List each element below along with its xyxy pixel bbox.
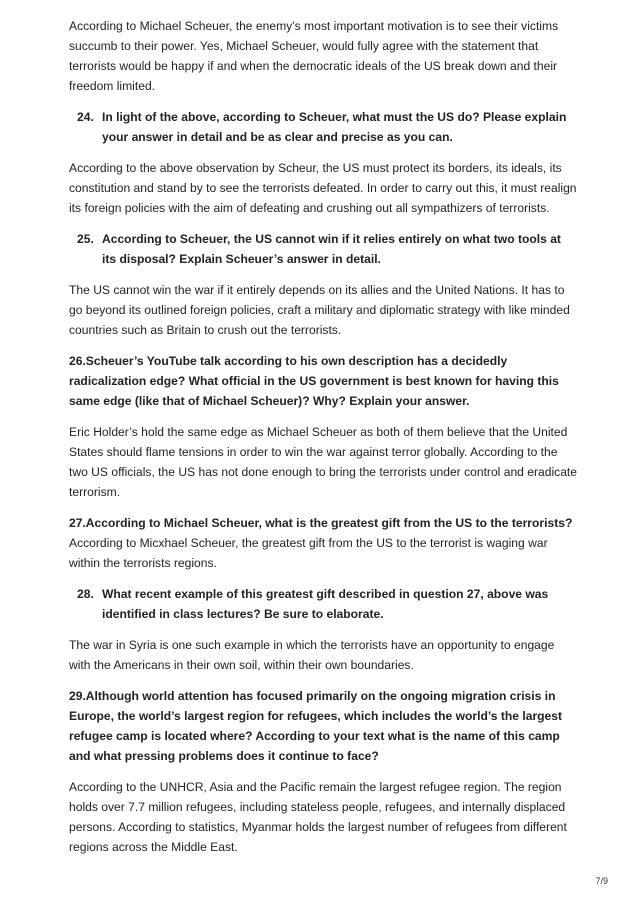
question-25 (69, 229, 577, 269)
question-text: What recent example of this greatest gift described in question 27, above was identified in class lectures? Be sure to elaborate. (102, 587, 549, 621)
question-28 (69, 584, 577, 624)
answer-paragraph: According to the above observation by Scheur, the US must protect its borders, its ideals, its constitution and stand by to see the terrorists defeated. In order to carry out this, it must realign its foreign policies with the aim of defeating and crushing out all sympathizers of terrorists. (69, 161, 577, 215)
document-page (69, 16, 577, 868)
question-number: 24. (77, 110, 94, 124)
answer-paragraph: According to Michael Scheuer, the enemy’s most important motivation is to see their victims succumb to their power. Yes, Michael Scheuer, would fully agree with the statement that terrorists would be happy if and when the democratic ideals of the US break down and their freedom limited. (69, 19, 559, 93)
answer-paragraph: Eric Holder’s hold the same edge as Michael Scheuer as both of them believe that the United States should flame tensions in order to win the war against terror globally. According to the two US officials, the US has not done enough to bring the terrorists under control and eradicate terrorism. (69, 425, 578, 499)
question-text: According to Scheuer, the US cannot win if it relies entirely on what two tools at its disposal? Explain Scheuer’s answer in detail. (102, 232, 561, 266)
question-number: 28. (77, 587, 94, 601)
question-24 (69, 107, 577, 147)
page-number: 7/9 (595, 876, 608, 886)
question-26: 26.Scheuer’s YouTube talk according to his own description has a decidedly radicalization edge? What official in the US government is best known for having this same edge (like that of Michael Scheuer)? Why? Explain your answer. (69, 354, 559, 408)
question-29: 29.Although world attention has focused primarily on the ongoing migration crisis in Europe, the world’s largest region for refugees, which includes the world’s the largest refugee camp is located where? According to your text what is the name of this camp and what pressing problems does it continue to face? (69, 689, 563, 763)
question-text: In light of the above, according to Scheuer, what must the US do? Please explain your answer in detail and be as clear and precise as you can. (102, 110, 567, 144)
answer-paragraph: The US cannot win the war if it entirely depends on its allies and the United Nations. It has to go beyond its outlined foreign policies, craft a military and diplomatic strategy with like minded countries such as Britain to crush out the terrorists. (69, 283, 570, 337)
answer-text: According to Micxhael Scheuer, the greatest gift from the US to the terrorist is waging war within the terrorists regions. (69, 536, 548, 570)
answer-paragraph: The war in Syria is one such example in which the terrorists have an opportunity to engage with the Americans in their own soil, within their own boundaries. (69, 638, 555, 672)
question-27 (69, 513, 577, 573)
answer-paragraph: According to the UNHCR, Asia and the Pacific remain the largest refugee region. The region holds over 7.7 million refugees, including stateless people, refugees, and internally displaced persons. According to statistics, Myanmar holds the largest number of refugees from different regions across the Middle East. (69, 780, 567, 854)
question-number: 25. (77, 232, 94, 246)
question-text: 27.According to Michael Scheuer, what is the greatest gift from the US to the terrorists? (69, 516, 573, 530)
